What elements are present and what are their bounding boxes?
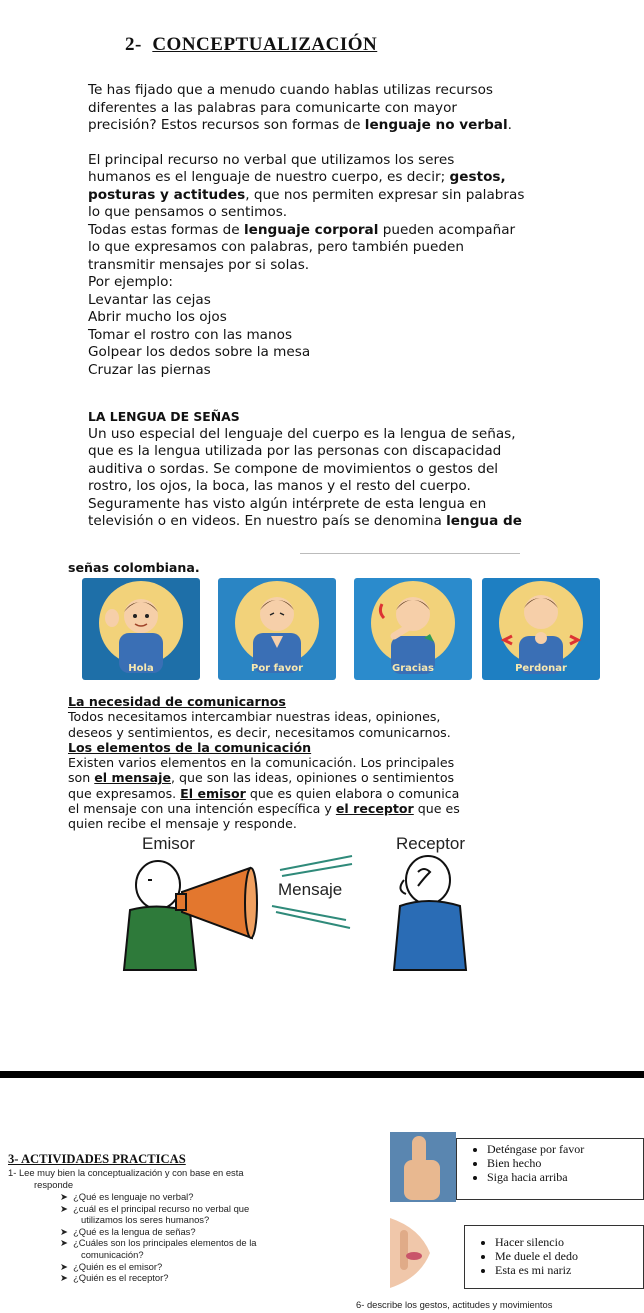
sign-line: Seguramente has visto algún intérprete de esta lengua en <box>88 495 487 512</box>
gesture-option: • Bien hecho <box>487 1156 643 1170</box>
example-item: Tomar el rostro con las manos <box>88 326 293 343</box>
card-label: Perdonar <box>515 663 567 674</box>
text-run: , que son las ideas, opiniones o sentimientos <box>171 770 455 786</box>
question-item <box>60 1261 300 1273</box>
intro-line: El principal recurso no verbal que utilizamos los seres <box>88 151 455 168</box>
elements-line: quien recibe el mensaje y responde. <box>68 816 297 832</box>
text-run: que es <box>413 801 460 817</box>
key-term: el receptor <box>335 801 414 817</box>
sign-card-perdonar <box>482 578 600 680</box>
intro-line: responde <box>34 1178 74 1190</box>
bold-term: posturas y actitudes <box>88 186 246 203</box>
question-text: ¿Quién es el receptor? <box>73 1272 169 1284</box>
activities-title: 3- ACTIVIDADES PRACTICAS <box>8 1152 186 1166</box>
activity-item-6: 6- describe los gestos, actitudes y movimientos <box>356 1299 553 1310</box>
need-heading: La necesidad de comunicarnos <box>68 694 286 709</box>
message-waves-icon <box>272 856 352 928</box>
text-run: pueden acompañar <box>378 221 516 238</box>
text-run: , que nos permiten expresar sin palabras <box>245 186 525 203</box>
example-item: Golpear los dedos sobre la mesa <box>88 344 311 360</box>
page-separator <box>0 1071 644 1078</box>
gesture-options-box-2 <box>464 1225 644 1289</box>
activities-intro <box>8 1167 308 1190</box>
question-text: ¿Qué es lenguaje no verbal? <box>73 1191 194 1202</box>
sign-line <box>88 513 588 531</box>
example-item: Abrir mucho los ojos <box>88 309 227 325</box>
sign-line: auditiva o sordas. Se compone de movimientos o gestos del <box>88 460 499 477</box>
elements-heading: Los elementos de la comunicación <box>68 739 312 755</box>
section-title-text: CONCEPTUALIZACIÓN <box>152 34 378 55</box>
question-text: comunicación? <box>81 1248 144 1260</box>
text-run: el mensaje con una intención específica y <box>68 801 336 817</box>
examples-label: Por ejemplo: <box>88 274 173 290</box>
text-run: humanos es el lenguaje de nuestro cuerpo, es decir; <box>88 169 450 185</box>
receptor-label: Receptor <box>396 834 465 853</box>
communication-section <box>68 694 588 832</box>
card-label: Gracias <box>392 663 434 674</box>
sign-line: Un uso especial del lenguaje del cuerpo es la lengua de señas, <box>88 425 516 442</box>
intro-line <box>88 187 588 205</box>
gesture-option: • Esta es mi nariz <box>495 1263 643 1277</box>
arrow-bullet-icon: ➤ <box>60 1260 74 1272</box>
card-label: Hola <box>128 663 154 674</box>
emisor-figure-icon <box>124 861 196 970</box>
sign-card-por-favor <box>218 578 336 680</box>
section-title <box>125 34 377 56</box>
arrow-bullet-icon: ➤ <box>60 1237 74 1249</box>
need-line: Todos necesitamos intercambiar nuestras ideas, opiniones, <box>68 709 441 725</box>
intro-line <box>88 169 588 187</box>
question-text: ¿cuál es el principal recurso no verbal que <box>73 1202 250 1214</box>
example-item: Levantar las cejas <box>88 291 211 308</box>
intro-line: lo que expresamos con palabras, pero también pueden <box>88 239 464 255</box>
question-item <box>60 1272 300 1284</box>
question-text: ¿Cuáles son los principales elementos de la <box>73 1237 257 1249</box>
text-run: precisión? Estos recursos son formas de <box>88 117 365 133</box>
text-run: que es quien elabora o comunica <box>245 785 460 801</box>
question-list <box>60 1191 300 1284</box>
arrow-bullet-icon: ➤ <box>60 1272 74 1284</box>
receptor-figure-icon <box>394 856 466 970</box>
gesture-option: • Me duele el dedo <box>495 1249 643 1263</box>
bold-term: lenguaje no verbal <box>364 117 508 133</box>
elements-line: Existen varios elementos en la comunicación. Los principales <box>68 755 455 771</box>
sign-card-hola <box>82 578 200 680</box>
intro-text <box>88 82 588 379</box>
gesture-option: • Siga hacia arriba <box>487 1170 643 1184</box>
question-text: ¿Quién es el emisor? <box>73 1260 163 1272</box>
text-run: televisión o en videos. En nuestro país se denomina <box>88 513 447 529</box>
section-number: 2- <box>125 34 142 55</box>
divider <box>300 553 520 554</box>
arrow-bullet-icon: ➤ <box>60 1202 74 1214</box>
gesture-option: • Deténgase por favor <box>487 1142 643 1156</box>
text-run: que expresamos. <box>68 785 181 801</box>
gesture-option: • Hacer silencio <box>495 1235 643 1249</box>
key-term: el mensaje <box>94 770 171 786</box>
card-label: Por favor <box>250 663 304 674</box>
elements-line <box>68 770 588 785</box>
bold-term: lengua de <box>446 513 522 529</box>
text-run: Todas estas formas de <box>88 221 244 238</box>
example-item: Cruzar las piernas <box>88 361 211 378</box>
sign-heading: LA LENGUA DE SEÑAS <box>88 409 240 424</box>
bold-term: gestos, <box>449 169 506 185</box>
intro-line <box>88 117 588 135</box>
need-line: deseos y sentimientos, es decir, necesitamos comunicarnos. <box>68 724 451 740</box>
elements-line <box>68 786 588 801</box>
silence-gesture-icon <box>390 1218 460 1288</box>
bold-term: lenguaje corporal <box>243 221 379 238</box>
question-item <box>60 1203 300 1215</box>
emisor-label: Emisor <box>142 834 195 853</box>
intro-line: diferentes a las palabras para comunicarte con mayor <box>88 99 457 116</box>
question-text: utilizamos los seres humanos? <box>81 1214 210 1226</box>
sign-card-gracias <box>354 578 472 680</box>
communication-diagram <box>0 840 644 980</box>
question-text: ¿Qué es la lengua de señas? <box>73 1225 196 1237</box>
intro-line <box>88 222 588 240</box>
question-item <box>60 1226 300 1238</box>
question-item <box>60 1191 300 1203</box>
intro-line: 1- Lee muy bien la conceptualización y con base en esta <box>8 1167 244 1178</box>
thumbs-up-icon <box>390 1132 456 1202</box>
sign-line-last: señas colombiana. <box>68 560 200 575</box>
arrow-bullet-icon: ➤ <box>60 1225 74 1237</box>
question-item <box>60 1237 300 1249</box>
text-run: son <box>68 770 95 786</box>
intro-line: lo que pensamos o sentimos. <box>88 204 288 220</box>
intro-line: transmitir mensajes por si solas. <box>88 256 310 273</box>
mensaje-label: Mensaje <box>278 880 343 899</box>
arrow-bullet-icon: ➤ <box>60 1191 74 1202</box>
sign-line: que es la lengua utilizada por las personas con discapacidad <box>88 443 502 459</box>
intro-line: Te has fijado que a menudo cuando hablas utilizas recursos <box>88 82 493 98</box>
sign-language-section <box>88 408 588 531</box>
sign-line: rostro, los ojos, la boca, las manos y el resto del cuerpo. <box>88 478 471 494</box>
key-term: El emisor <box>180 785 246 801</box>
text-run: . <box>507 117 512 133</box>
elements-line <box>68 801 588 816</box>
gesture-options-box-1 <box>456 1138 644 1200</box>
